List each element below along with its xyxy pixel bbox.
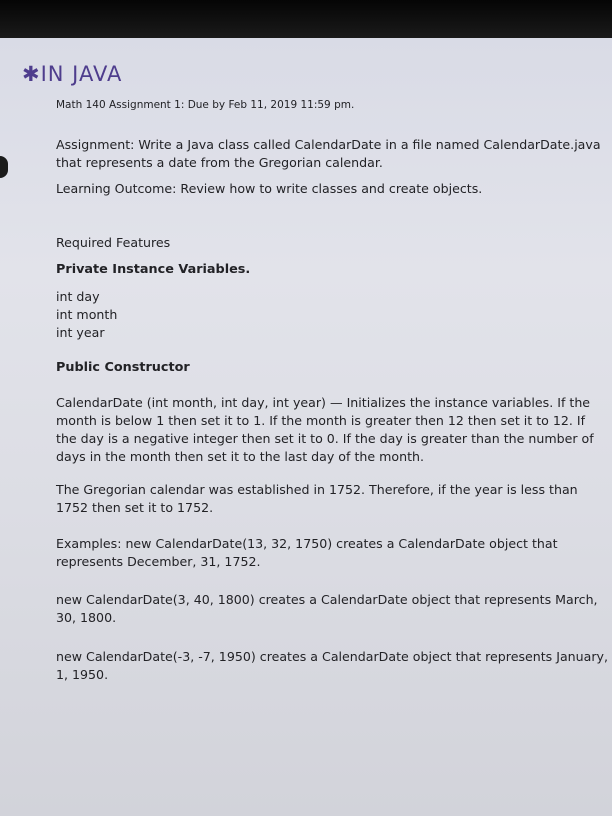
example-3-line-1: new CalendarDate(-3, -7, 1950) creates a CalendarDate object that represents January, [56, 649, 608, 664]
example-2-line-1: new CalendarDate(3, 40, 1800) creates a CalendarDate object that represents March, [56, 592, 598, 607]
variable-month: int month [56, 307, 118, 322]
constructor-line-2: month is below 1 then set it to 1. If the month is greater then 12 then set it to 12. If [56, 413, 586, 428]
variable-day: int day [56, 289, 100, 304]
constructor-line-4: days in the month then set it to the last day of the month. [56, 449, 424, 464]
example-1-line-1: Examples: new CalendarDate(13, 32, 1750) creates a CalendarDate object that [56, 536, 558, 551]
assignment-line-2: that represents a date from the Gregorian calendar. [56, 155, 383, 170]
gregorian-line-2: 1752 then set it to 1752. [56, 500, 214, 515]
example-2-line-2: 30, 1800. [56, 610, 117, 625]
variable-year: int year [56, 325, 105, 340]
handwritten-note: ✱IN JAVA [22, 62, 123, 86]
background-top-band [0, 0, 612, 38]
learning-outcome: Learning Outcome: Review how to write classes and create objects. [56, 181, 483, 196]
private-variables-heading: Private Instance Variables. [56, 262, 251, 277]
assignment-header: Math 140 Assignment 1: Due by Feb 11, 2019 11:59 pm. [56, 99, 355, 111]
constructor-line-1: CalendarDate (int month, int day, int year) — Initializes the instance variables. If the [56, 395, 591, 410]
example-3-line-2: 1, 1950. [56, 667, 109, 682]
constructor-line-3: the day is a negative integer then set it to 0. If the day is greater than the number of [56, 431, 594, 446]
example-1-line-2: represents December, 31, 1752. [56, 554, 261, 569]
constructor-heading: Public Constructor [56, 360, 190, 375]
gregorian-line-1: The Gregorian calendar was established in 1752. Therefore, if the year is less than [56, 482, 578, 497]
required-features-heading: Required Features [56, 235, 171, 250]
binder-edge [0, 156, 8, 178]
assignment-line-1: Assignment: Write a Java class called CalendarDate in a file named CalendarDate.java [56, 137, 601, 152]
paper-page [0, 38, 612, 816]
